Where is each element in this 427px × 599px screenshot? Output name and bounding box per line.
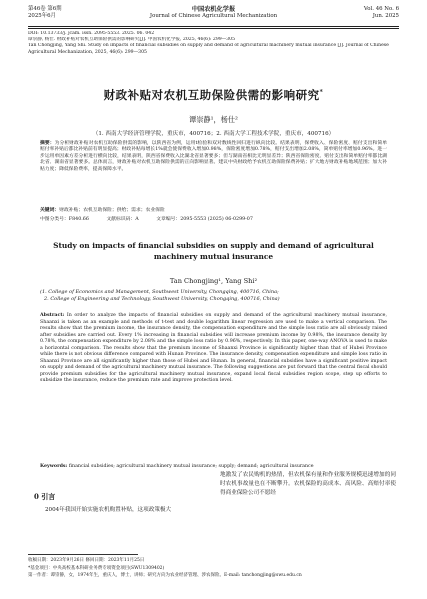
abstract-en: [40, 313, 387, 385]
keywords-en-label: Keywords:: [40, 464, 68, 469]
footnote-dates: 收稿日期：2023年9月26日 修回日期：2023年11月25日: [28, 558, 145, 563]
header-rule-thin: [28, 28, 399, 29]
citation-en: Tan Chongjing, Yang Shi. Study on impacts of financial subsidies on supply and demand of agricultural machinery mutual insurance [J]. Journal of Chinese Agricultural Mechanization, 2025, 46(6): 299—305: [28, 43, 389, 55]
section-heading-intro: 0 引言: [34, 492, 56, 501]
authors-en: Tan Chongjing¹, Yang Shi²: [169, 277, 258, 285]
article-number: 文章编号：2095-5553 (2025) 06-0299-07: [156, 217, 253, 222]
article-title-cn-text: 财政补贴对农机互助保险供需的影响研究: [103, 88, 320, 102]
footnotes: [28, 557, 399, 580]
date-cn: 2025年6月: [28, 13, 56, 19]
abstract-cn: [40, 140, 387, 173]
keywords-en-text: financial subsidies; agricultural machinery mutual insurance; supply; demand; agricultural insurance: [67, 464, 314, 469]
intro-right-column: 地激发了农民购机的热情，但农机保有量和作业服务规模迅速增加的同时农机事故量也在不断攀升。农机保险的高成本、高风险、高赔付率使得商业保险公司不愿经: [220, 472, 396, 496]
abstract-cn-label: 摘要：: [40, 140, 55, 146]
keywords-cn-label: 关键词：: [40, 207, 60, 213]
header-rule: [28, 26, 399, 27]
classification-cn: [40, 215, 269, 222]
affiliation-en-1: (1. College of Economics and Management, Southwest University, Chongqing, 400716, China;: [40, 289, 279, 295]
abstract-en-label: Abstract:: [40, 313, 65, 318]
header-center: [28, 6, 399, 20]
abstract-cn-text: 为分析财政补贴对农机互助保险供需的影响，以陕西省为例，运用t检验和双对数线性回归进行纵向比较。结果表明，保费收入、保险密度、赔付支出和简单赔付率补贴后都比补贴前有明显提高；财政补贴每增长1%就会使保费收入增加0.98%，保险密度增加0.78%，赔付支出增加2.08%，简单赔付率增加0.96%。进一步运用单因素方差分析进行横向比较，结果表明，陕西省保费收入比湖北省显著要多；但与湖南省相比无明显差异；陕西省保险密度、赔付支出和简单赔付率都比湖北省、湖南省显著要多。总体而言，财政补贴对农机互助保险供需的正向影响显著。建议中央财政给予农机互助保险保费补贴；扩大地方财政补贴地域范围；加大补贴力度；降低保险费率，提高保障水平。: [40, 141, 387, 172]
keywords-en: [40, 464, 387, 469]
journal-name-en: Journal of Chinese Agricultural Mechanization: [149, 13, 278, 19]
authors-cn: 谭崇静¹，杨仕²: [189, 115, 238, 124]
document-code: 文献标识码：A: [106, 217, 139, 222]
header-right: [364, 6, 399, 20]
intro-left-column: 2004年我国开始实施农机购置补贴，这项政策极大: [45, 507, 172, 513]
journal-name-cn: 中国农机化学报: [191, 6, 236, 13]
article-title-en: Study on impacts of financial subsidies on supply and demand of agricultural machinery mutual insurance: [53, 241, 374, 261]
footnote-author: 第一作者：谭崇静，女，1974年生，重庆人，博士，讲师；研究方向为农业经济管理、涉农保险。E-mail: tanchongjing@swu.edu.cn: [28, 573, 302, 578]
citation-cn: 谭崇静, 杨仕. 财政补贴对农机互助保险供需的影响研究[J]. 中国农机化学报, 2025, 46(6): 299—305: [28, 37, 236, 43]
footnote-fund: *基金项目：中央高校基本科研业务费专项资金项目(SWU1309402): [28, 565, 165, 571]
citation-block: [28, 31, 399, 56]
clc-number: 中图分类号：F840.66: [40, 217, 89, 222]
affiliations-cn: （1. 西南大学经济管理学院，重庆市，400716；2. 西南大学工程技术学院，重庆市，400716）: [92, 131, 335, 137]
volume-issue-cn: 第46卷 第6期: [28, 6, 62, 12]
keywords-cn-text: 财政补贴；农机互助保险；供给；需求；农业保险: [59, 208, 165, 213]
article-title-cn: [0, 87, 427, 103]
keywords-cn: [40, 206, 387, 213]
running-header: [28, 6, 399, 26]
footnote-rule: [28, 554, 138, 555]
doi[interactable]: DOI: 10.13733/j. jcam. issn. 2095-5553. 2025. 06. 042: [28, 31, 155, 36]
fund-mark: *: [319, 89, 324, 97]
volume-issue-en: Vol. 46 No. 6: [363, 6, 399, 12]
abstract-en-text: In order to analyze the impacts of financial subsidies on supply and demand of the agricultural machinery mutual insurance, Shaanxi is taken as an example and methods of t-test and double logarithm linear regression are used to make a vertical comparison. The results show that the premium income, the insurance density, the compensation expenditure and the simple loss ratio are all obviously raised after subsidies are carried out. Every 1% increasing in financial subsidies will increase premium income by 0.98%, the insurance density by 0.78%, the compensation expenditure by 2.08% and the simple loss ratio by 0.96%, respectively. In this paper, one-way ANOVA is used to make a horizontal comparison. The results show that the premium income of Shaanxi Province is significantly higher than that of Hubei Province while there is not obvious difference compared with Hunan Province. The insurance density, compensation expenditure and simple loss ratio in Shaanxi Province are all significantly higher than those of Hubei and Hunan. In general, financial subsidies have a significant positive impact on supply and demand of the agricultural machinery mutual insurance. The following suggestions are put forward that the central fiscal should provide premium subsidies for the agricultural machinery mutual insurance, expand local fiscal subsidies region scope, step up efforts to subsidize the insurance, reduce the premium rate and improve protection level.: [40, 313, 387, 383]
affiliation-en-2: 2. College of Engineering and Technology, Southwest University, Chongqing, 400716, China): [44, 295, 280, 302]
affiliations-en: [40, 289, 387, 302]
date-en: Jun. 2025: [372, 13, 399, 19]
